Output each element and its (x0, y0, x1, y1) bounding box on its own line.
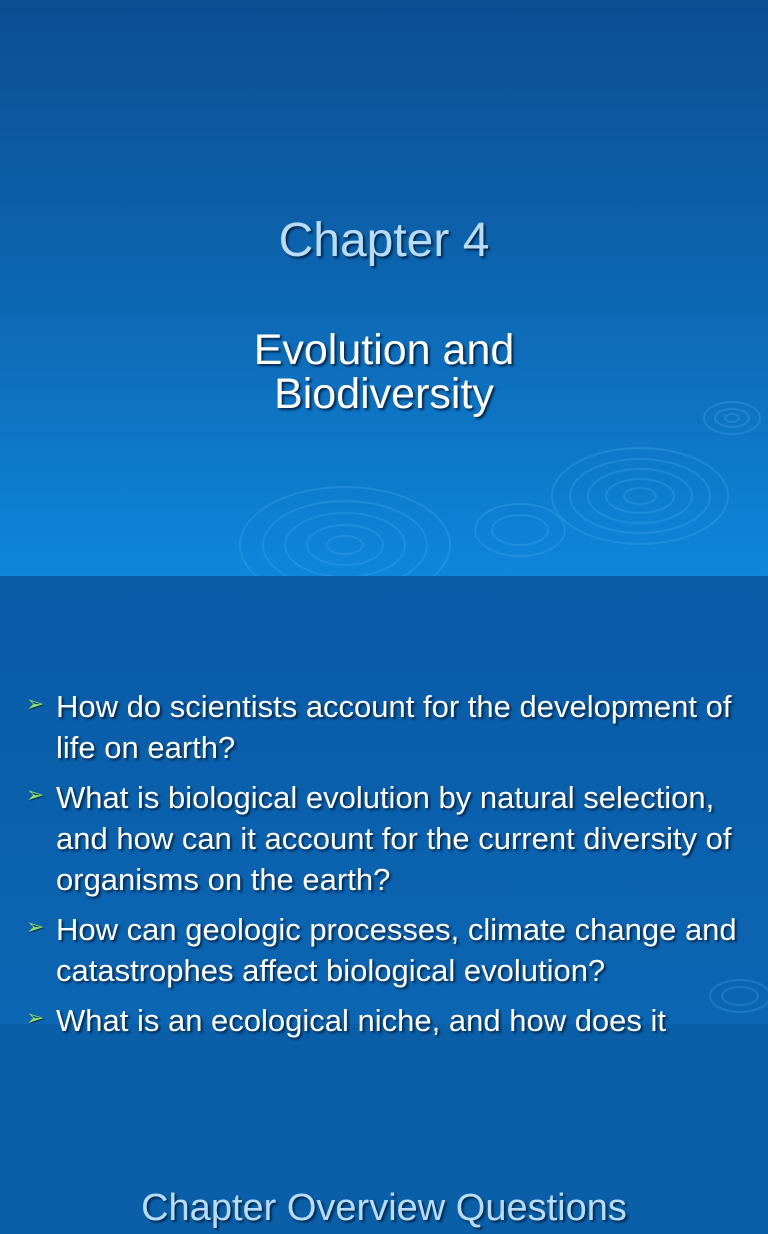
arrow-bullet-icon: ➢ (26, 691, 45, 716)
subtitle-line: Evolution and (253, 326, 515, 374)
question-text: What is an ecological niche, and how does it (56, 1003, 667, 1038)
slide-subtitle (0, 328, 768, 416)
arrow-bullet-icon: ➢ (26, 782, 45, 807)
question-text: How can geologic processes, climate change and catastrophes affect biological evolution? (56, 912, 737, 988)
question-item (24, 686, 754, 768)
question-item (24, 777, 754, 900)
question-text: How do scientists account for the development of life on earth? (56, 689, 732, 765)
slide-heading: Chapter Overview Questions (141, 1187, 627, 1229)
ripple-decoration-icon (0, 0, 768, 576)
arrow-bullet-icon: ➢ (26, 914, 45, 939)
question-item (24, 1000, 754, 1041)
question-list (24, 686, 754, 1050)
question-item (24, 909, 754, 991)
arrow-bullet-icon: ➢ (26, 1005, 45, 1030)
question-text: What is biological evolution by natural selection, and how can it account for the current diversity of organisms on the earth? (56, 780, 732, 897)
slide-title-heading: Chapter 4 (278, 214, 490, 267)
subtitle-line: Biodiversity (274, 370, 494, 418)
slide-title (0, 0, 768, 576)
